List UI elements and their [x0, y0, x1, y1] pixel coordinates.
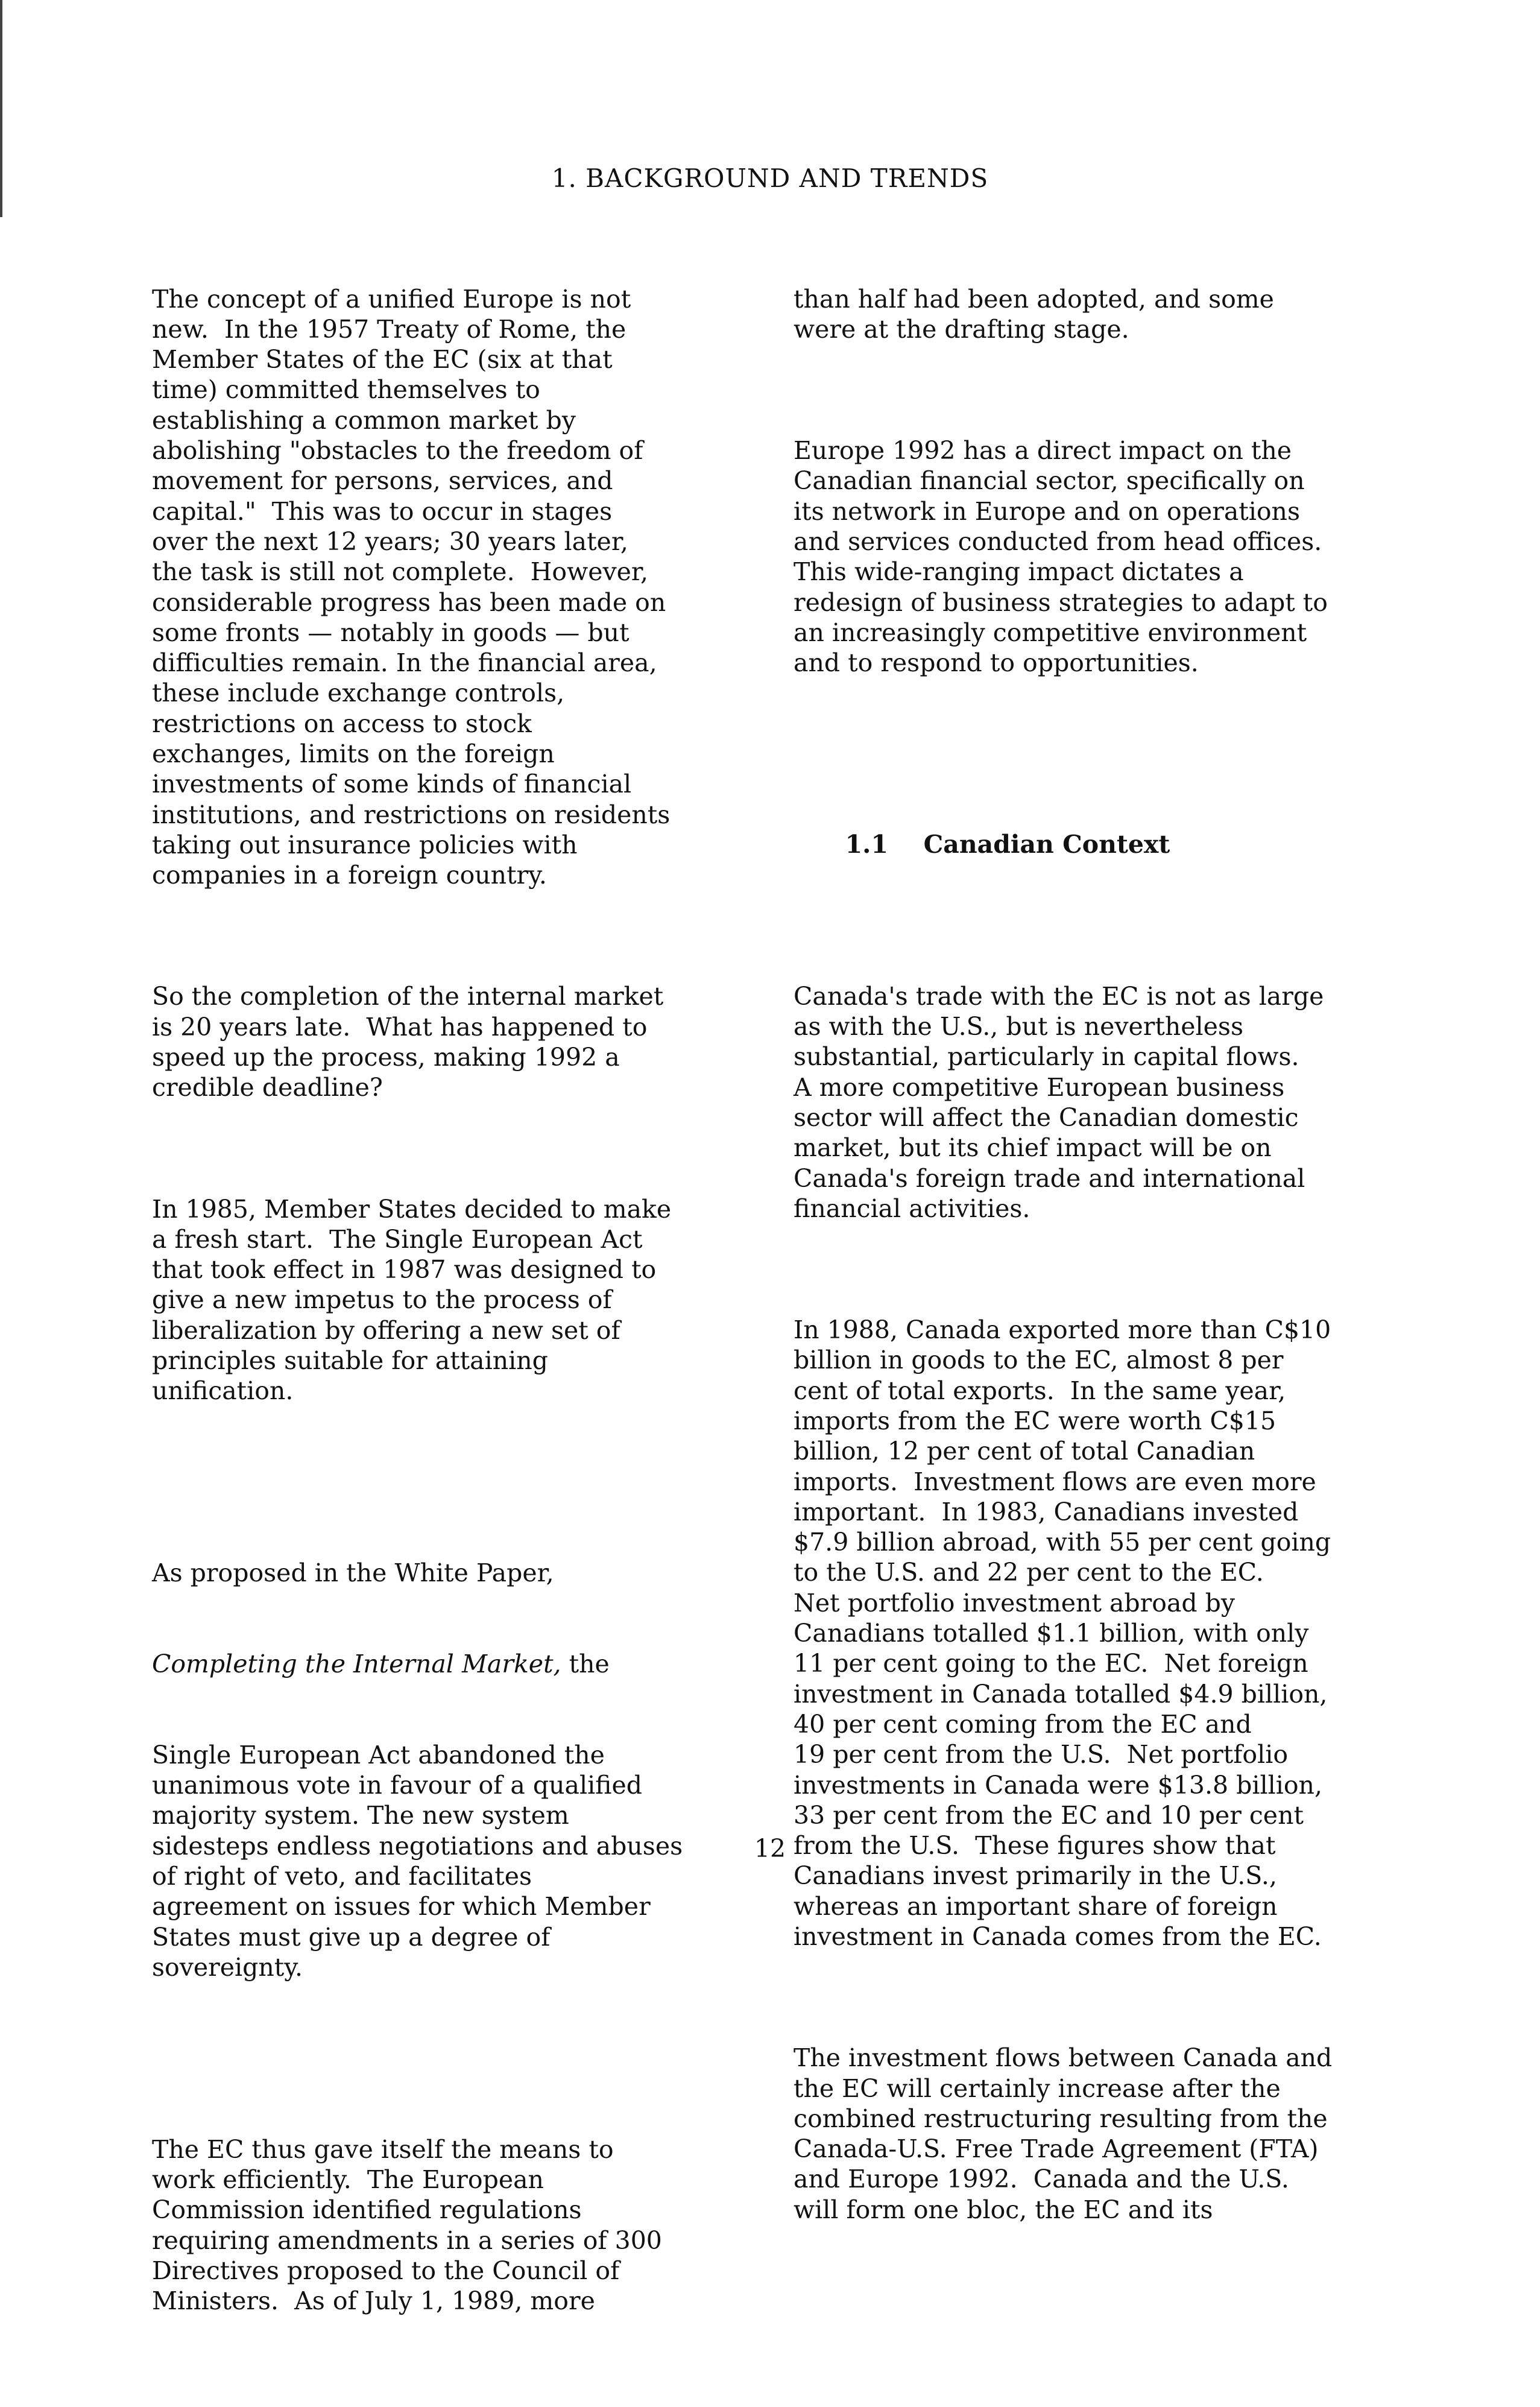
paragraph-line: exchanges, limits on the foreign — [152, 739, 555, 769]
paragraph-line: Directives proposed to the Council of — [152, 2256, 620, 2285]
paragraph-line: Canada's trade with the EC is not as large — [794, 981, 1324, 1011]
paragraph-line: billion, 12 per cent of total Canadian — [794, 1437, 1255, 1466]
left-paragraph-3 — [152, 1194, 743, 1406]
paragraph-line: new. In the 1957 Treaty of Rome, the — [152, 314, 626, 344]
paragraph-line: 11 per cent going to the EC. Net foreign — [794, 1649, 1308, 1678]
subsection-number: 1.1 — [845, 830, 888, 859]
paragraph-line: important. In 1983, Canadians invested — [794, 1497, 1299, 1526]
paragraph-line: investments in Canada were $13.8 billion, — [794, 1770, 1322, 1800]
paragraph-line: movement for persons, services, and — [152, 466, 613, 496]
paragraph-line: sovereignty. — [152, 1952, 303, 1982]
paragraph-line: considerable progress has been made on — [152, 587, 666, 617]
paragraph-line: unification. — [152, 1376, 294, 1406]
paragraph-line: time) committed themselves to — [152, 375, 540, 405]
paragraph-line: Canadian financial sector, specifically on — [794, 466, 1305, 496]
paragraph-line: unanimous vote in favour of a qualified — [152, 1771, 643, 1800]
subsection-heading — [794, 799, 1396, 890]
paragraph-line: majority system. The new system — [152, 1801, 569, 1830]
paragraph-line: abolishing "obstacles to the freedom of — [152, 436, 643, 466]
right-paragraph-2 — [794, 435, 1396, 678]
left-paragraph-5 — [152, 2134, 743, 2317]
paragraph-line: institutions, and restrictions on residents — [152, 800, 671, 829]
paragraph-line: difficulties remain. In the financial area, — [152, 648, 657, 678]
paragraph-line: speed up the process, making 1992 a — [152, 1043, 620, 1072]
paragraph-line: the task is still not complete. However, — [152, 557, 649, 587]
paragraph-line: that took effect in 1987 was designed to — [152, 1255, 657, 1285]
paragraph-line: to the U.S. and 22 per cent to the EC. — [794, 1558, 1264, 1587]
left-paragraph-2 — [152, 981, 743, 1102]
paragraph-line: the EC will certainly increase after the — [794, 2073, 1281, 2103]
right-paragraph-5 — [794, 2043, 1396, 2225]
paragraph-line: In 1985, Member States decided to make — [152, 1194, 672, 1224]
paragraph-line: some fronts — notably in goods — but — [152, 618, 630, 647]
paragraph-line: Canada's foreign trade and international — [794, 1163, 1305, 1193]
paragraph-line: market, but its chief impact will be on — [794, 1133, 1272, 1163]
paragraph-line: than half had been adopted, and some — [794, 284, 1274, 314]
paragraph-line: States must give up a degree of — [152, 1922, 551, 1952]
paragraph-line: imports from the EC were worth C$15 — [794, 1406, 1276, 1435]
white-paper-title: Completing the Internal Market, — [152, 1649, 561, 1678]
paragraph-line: This wide-ranging impact dictates a — [794, 557, 1244, 587]
paragraph-line: The investment flows between Canada and — [794, 2043, 1333, 2073]
paragraph-line: principles suitable for attaining — [152, 1346, 548, 1375]
paragraph-line: companies in a foreign country. — [152, 861, 547, 890]
left-paragraph-1 — [152, 284, 743, 891]
paragraph-line: as with the U.S., but is nevertheless — [794, 1012, 1244, 1042]
paragraph-line: Ministers. As of July 1, 1989, more — [152, 2286, 595, 2316]
paragraph-line: Canadians totalled $1.1 billion, with only — [794, 1619, 1309, 1648]
paragraph-line: requiring amendments in a series of 300 — [152, 2225, 662, 2255]
paragraph-line: Commission identified regulations — [152, 2195, 582, 2225]
paragraph-line: redesign of business strategies to adapt to — [794, 587, 1328, 617]
paragraph-line: capital." This was to occur in stages — [152, 496, 613, 526]
right-paragraph-1 — [794, 284, 1396, 345]
paragraph-line: and to respond to opportunities. — [794, 648, 1199, 678]
paragraph-line: Canadians invest primarily in the U.S., — [794, 1861, 1277, 1891]
paragraph-line: and services conducted from head offices. — [794, 527, 1322, 556]
subsection-title: Canadian Context — [923, 830, 1170, 859]
paragraph-line: Europe 1992 has a direct impact on the — [794, 436, 1292, 466]
paragraph-line: taking out insurance policies with — [152, 830, 578, 859]
paragraph-line: these include exchange controls, — [152, 678, 565, 708]
paragraph-line: The concept of a unified Europe is not — [152, 284, 631, 314]
page-number: 12 — [754, 1834, 786, 1863]
paragraph-line: substantial, particularly in capital flows. — [794, 1042, 1299, 1072]
paragraph-line: A more competitive European business — [794, 1072, 1285, 1102]
paragraph-line: is 20 years late. What has happened to — [152, 1012, 648, 1042]
paragraph-line: investment in Canada totalled $4.9 billion, — [794, 1679, 1328, 1709]
paragraph-line: investment in Canada comes from the EC. — [794, 1922, 1322, 1952]
paragraph-line: In 1988, Canada exported more than C$10 — [794, 1315, 1331, 1345]
paragraph-line: work efficiently. The European — [152, 2165, 544, 2194]
left-paragraph-4 — [152, 1497, 743, 2043]
paragraph-line: credible deadline? — [152, 1073, 383, 1102]
paragraph-line: an increasingly competitive environment — [794, 618, 1307, 647]
paragraph-line: billion in goods to the EC, almost 8 per — [794, 1346, 1284, 1375]
paragraph-line: establishing a common market by — [152, 405, 576, 435]
paragraph-line: restrictions on access to stock — [152, 709, 532, 738]
paragraph-line: investments of some kinds of financial — [152, 770, 632, 799]
paragraph-line: As proposed in the White Paper, — [152, 1558, 554, 1588]
paragraph-line: So the completion of the internal market — [152, 982, 664, 1011]
paragraph-line: and Europe 1992. Canada and the U.S. — [794, 2165, 1289, 2194]
paragraph-line: imports. Investment flows are even more — [794, 1467, 1316, 1496]
paragraph-line: liberalization by offering a new set of — [152, 1315, 620, 1345]
paragraph-line: were at the drafting stage. — [794, 314, 1129, 344]
right-paragraph-3 — [794, 981, 1396, 1224]
paragraph-line: combined restructuring resulting from the — [794, 2104, 1328, 2133]
paragraph-line: over the next 12 years; 30 years later, — [152, 527, 628, 556]
paragraph-line: cent of total exports. In the same year, — [794, 1376, 1286, 1405]
paragraph-line: The EC thus gave itself the means to — [152, 2134, 614, 2164]
paragraph-line — [152, 1649, 743, 1679]
paragraph-line: a fresh start. The Single European Act — [152, 1224, 643, 1254]
paragraph-line: financial activities. — [794, 1194, 1030, 1223]
left-column — [152, 223, 743, 2407]
paragraph-line: of right of veto, and facilitates — [152, 1862, 532, 1891]
paragraph-line: 40 per cent coming from the EC and — [794, 1709, 1252, 1739]
right-column — [794, 223, 1396, 2316]
paragraph-line: will form one bloc, the EC and its — [794, 2195, 1213, 2224]
paragraph-line: $7.9 billion abroad, with 55 per cent going — [794, 1528, 1331, 1557]
section-title: 1. BACKGROUND AND TRENDS — [551, 163, 989, 193]
paragraph-line: Single European Act abandoned the — [152, 1740, 605, 1770]
paragraph-text: the — [561, 1649, 610, 1678]
paragraph-line: give a new impetus to the process of — [152, 1285, 612, 1315]
paragraph-line: Member States of the EC (six at that — [152, 345, 613, 375]
paragraph-line: from the U.S. These figures show that — [794, 1831, 1276, 1861]
paragraph-line: sector will affect the Canadian domestic — [794, 1103, 1299, 1133]
paragraph-line: 33 per cent from the EC and 10 per cent — [794, 1800, 1304, 1830]
paragraph-line: Canada-U.S. Free Trade Agreement (FTA) — [794, 2134, 1319, 2164]
paragraph-line: sidesteps endless negotiations and abuses — [152, 1831, 683, 1861]
paragraph-line: Net portfolio investment abroad by — [794, 1588, 1235, 1618]
paragraph-line: agreement on issues for which Member — [152, 1892, 651, 1921]
paragraph-line: whereas an important share of foreign — [794, 1891, 1278, 1921]
paragraph-line: its network in Europe and on operations — [794, 496, 1300, 526]
paragraph-line: 19 per cent from the U.S. Net portfolio — [794, 1740, 1288, 1770]
